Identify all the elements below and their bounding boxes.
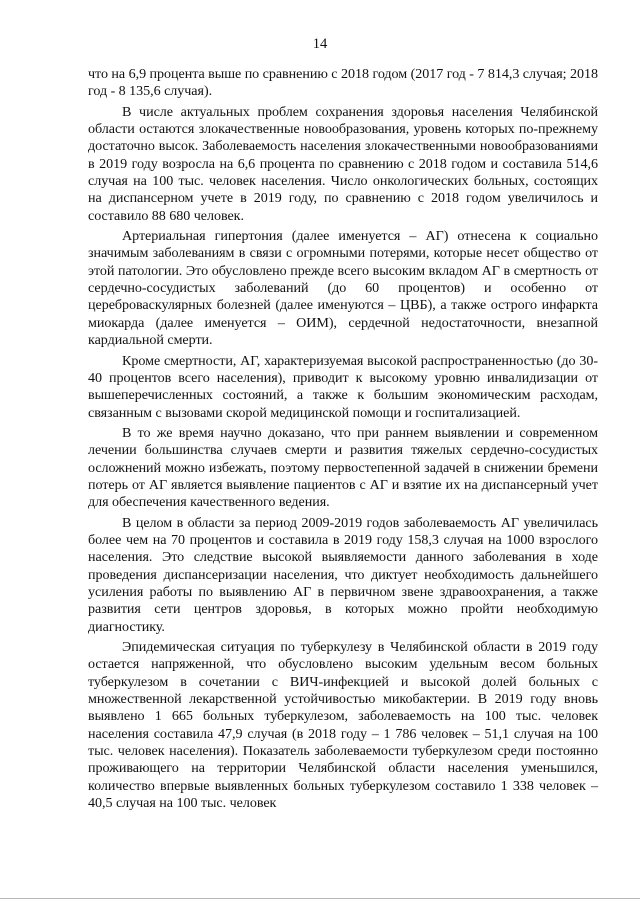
page-number: 14 xyxy=(312,36,328,52)
paragraph-oncology: В числе актуальных проблем сохранения здоровья населения Челябинской области остаются злокачественные новообразования, уровень которых по-прежнему достаточно высок. Заболеваемость населения злокачественными новообразованиями в 2019 году возросла на 6,6 процента по сравнению с 2018 годом и составила 514,6 случая на 100 тыс. человек населения. Число онкологических больных, состоящих на диспансерном учете в 2019 году, по сравнению с 2018 годом увеличилось и составило 88 680 человек. xyxy=(88,103,598,224)
paragraph-early-detection: В то же время научно доказано, что при раннем выявлении и современном лечении большинства случаев смерти и развития тяжелых сердечно-сосудистых осложнений можно избежать, поэтому первостепенной задачей в снижении бремени потерь от АГ является выявление пациентов с АГ и взятие их на диспансерный учет для обеспечения качественного ведения. xyxy=(88,424,598,511)
paragraph-tuberculosis: Эпидемическая ситуация по туберкулезу в Челябинской области в 2019 году остается напряженной, что обусловлено высоким удельным весом больных туберкулезом в сочетании с ВИЧ-инфекцией и высокой долей больных с множественной лекарственной устойчивостью микобактерии. В 2019 году вновь выявлено 1 665 больных туберкулезом, заболеваемость на 100 тыс. человек населения составила 47,9 случая (в 2018 году – 1 786 человек – 51,1 случая на 100 тыс. человек населения). Показатель заболеваемости туберкулезом среди постоянно проживающего на территории Челябинской области населения уменьшился, количество впервые выявленных больных туберкулезом составило 1 338 человек – 40,5 случая на 100 тыс. человек xyxy=(88,639,598,812)
document-body xyxy=(88,66,598,812)
paragraph-continuation: что на 6,9 процента выше по сравнению с 2018 годом (2017 год - 7 814,3 случая; 2018 год - 8 135,6 случая). xyxy=(88,66,598,100)
paragraph-mortality: Кроме смертности, АГ, характеризуемая высокой распространенностью (до 30-40 процентов всего населения), приводит к высокому уровню инвалидизации от вышеперечисленных состояний, а также к большим экономическим расходам, связанным с вызовами скорой медицинской помощи и госпитализацией. xyxy=(88,352,598,421)
page-bottom-edge xyxy=(0,898,640,899)
paragraph-hypertension: Артериальная гипертония (далее именуется – АГ) отнесена к социально значимым заболеваниям в связи с огромными потерями, которые несет общество от этой патологии. Это обусловлено прежде всего высоким вкладом АГ в смертность от сердечно-сосудистых заболеваний (до 60 процентов) и особенно от цереброваскулярных болезней (далее именуются – ЦВБ), а также острого инфаркта миокарда (далее именуется – ОИМ), сердечной недостаточности, внезапной кардиальной смерти. xyxy=(88,228,598,349)
paragraph-regional-trend: В целом в области за период 2009-2019 годов заболеваемость АГ увеличилась более чем на 70 процентов и составила в 2019 году 158,3 случая на 1000 взрослого населения. Это следствие высокой выявляемости данного заболевания в ходе проведения диспансеризации населения, что диктует необходимость дальнейшего усиления работы по выявлению АГ в первичном звене здравоохранения, а также развития сети центров здоровья, в которых можно пройти необходимую диагностику. xyxy=(88,514,598,635)
